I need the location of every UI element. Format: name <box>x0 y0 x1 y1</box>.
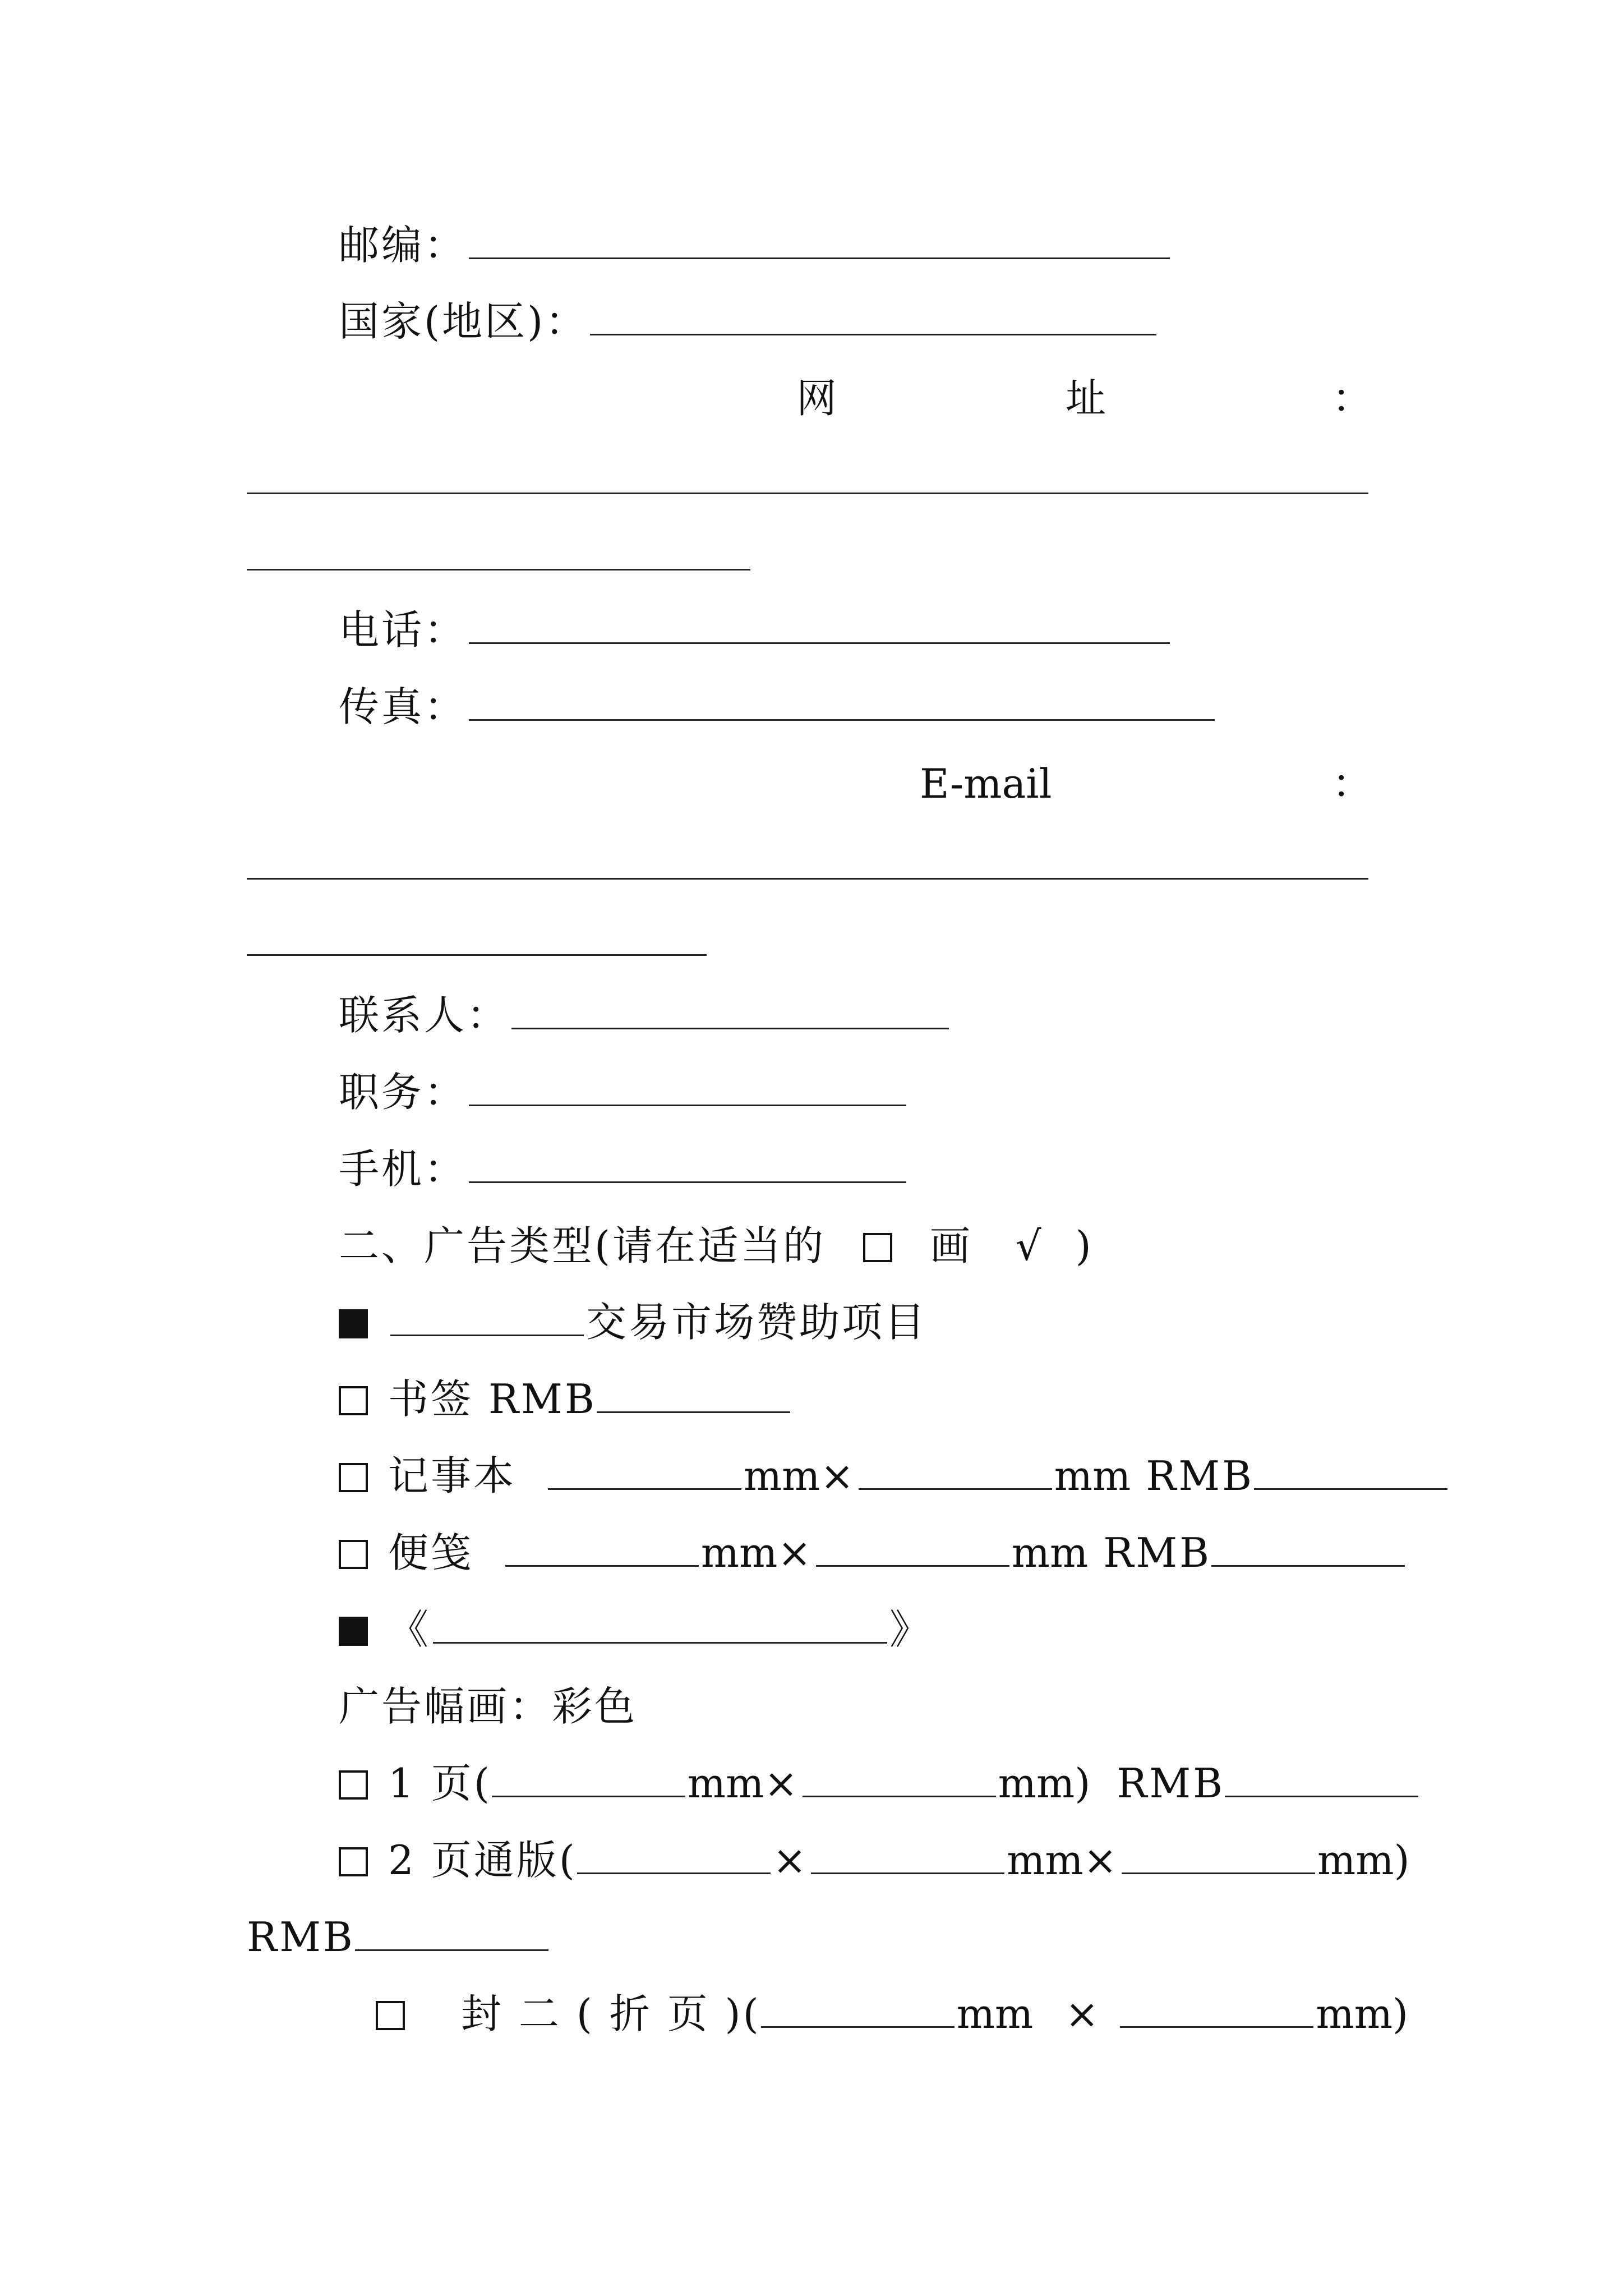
notebook-rmb-label: RMB <box>1146 1452 1255 1499</box>
two-page-checkbox[interactable] <box>339 1847 368 1876</box>
section2-empty-box-icon <box>863 1233 892 1262</box>
mobile-row <box>339 1138 909 1200</box>
bookmark-price-field[interactable] <box>597 1373 790 1413</box>
one-page-rmb-label: RMB <box>1117 1760 1225 1807</box>
notepaper-label: 便笺 <box>388 1529 474 1576</box>
postcode-row <box>339 214 1172 276</box>
notebook-height-field[interactable] <box>859 1450 1052 1490</box>
section2-close-paren: ) <box>1075 1222 1094 1269</box>
contact-label: 联系人： <box>339 992 510 1039</box>
fax-field[interactable] <box>469 681 1215 721</box>
notebook-width-field[interactable] <box>548 1450 741 1490</box>
postcode-field[interactable] <box>469 219 1170 259</box>
postcode-label: 邮编： <box>339 222 467 269</box>
notepaper-height-unit: mm <box>1011 1529 1089 1576</box>
one-page-width-field[interactable] <box>492 1757 685 1797</box>
ad-size-heading <box>339 1676 637 1737</box>
mobile-field[interactable] <box>469 1143 906 1183</box>
two-page-label: 2 页通版( <box>388 1837 577 1884</box>
one-page-times-icon: × <box>764 1760 800 1807</box>
publication-checkbox[interactable] <box>339 1617 368 1646</box>
cover2-row <box>376 1983 1408 2045</box>
phone-field[interactable] <box>469 604 1170 644</box>
section2-title: 二、广告类型(请在适当的 <box>339 1222 826 1269</box>
notebook-width-unit: mm <box>743 1452 820 1499</box>
fax-row <box>339 676 1217 738</box>
two-page-times-icon-2: × <box>1083 1837 1119 1884</box>
position-label: 职务： <box>339 1069 467 1116</box>
two-page-unit: mm <box>1007 1837 1083 1884</box>
cover2-width-unit: mm <box>956 1990 1034 2037</box>
country-label: 国家(地区)： <box>339 298 588 345</box>
email-field-line2[interactable] <box>247 954 707 956</box>
phone-row <box>339 599 1172 661</box>
email-field-line1[interactable] <box>247 878 1368 880</box>
contact-row <box>339 984 951 1046</box>
two-page-close: mm) <box>1317 1837 1410 1884</box>
website-field-line1[interactable] <box>247 493 1368 494</box>
one-page-checkbox[interactable] <box>339 1770 368 1800</box>
section2-heading <box>339 1215 1094 1277</box>
website-label-char1: 网 <box>796 375 837 422</box>
website-field-line2[interactable] <box>247 569 750 570</box>
cover2-checkbox[interactable] <box>376 2001 405 2030</box>
website-label-char2: 址 <box>1066 375 1106 422</box>
mobile-label: 手机： <box>339 1145 467 1193</box>
section2-mark-word: 画 <box>929 1222 972 1269</box>
sponsor-field[interactable] <box>390 1296 584 1336</box>
two-page-row <box>339 1829 1410 1891</box>
contact-field[interactable] <box>511 990 949 1029</box>
notepaper-rmb-label: RMB <box>1103 1529 1212 1576</box>
bookmark-row <box>339 1368 792 1430</box>
one-page-row <box>339 1752 1421 1814</box>
sponsor-row <box>339 1291 927 1353</box>
cover2-height-field[interactable] <box>1120 1988 1313 2028</box>
sponsor-checkbox[interactable] <box>339 1309 368 1338</box>
two-page-times-icon-1: × <box>772 1837 809 1884</box>
one-page-height-field[interactable] <box>803 1757 996 1797</box>
email-label-row <box>791 753 1373 815</box>
website-label-row <box>791 367 1373 429</box>
notebook-label: 记事本 <box>388 1452 517 1499</box>
two-page-field-3[interactable] <box>1122 1834 1315 1874</box>
fax-label: 传真： <box>339 683 467 730</box>
one-page-label: 1 页( <box>388 1760 492 1807</box>
publication-row <box>339 1599 932 1660</box>
one-page-price-field[interactable] <box>1225 1757 1418 1797</box>
two-page-field-1[interactable] <box>577 1834 771 1874</box>
cover2-width-field[interactable] <box>761 1988 955 2028</box>
notepaper-row <box>339 1522 1407 1584</box>
position-field[interactable] <box>469 1066 906 1106</box>
country-row <box>339 291 1159 352</box>
email-label: E-mail <box>920 760 1052 807</box>
publication-name-field[interactable] <box>433 1604 887 1644</box>
book-open-mark: 《 <box>388 1606 431 1653</box>
country-field[interactable] <box>590 296 1156 335</box>
notebook-checkbox[interactable] <box>339 1463 368 1492</box>
notebook-times-icon: × <box>820 1452 856 1499</box>
notebook-price-field[interactable] <box>1254 1450 1447 1490</box>
notepaper-height-field[interactable] <box>816 1527 1009 1567</box>
book-close-mark: 》 <box>889 1606 933 1653</box>
cover2-close: mm) <box>1316 1990 1409 2037</box>
sponsor-label: 交易市场赞助项目 <box>586 1299 928 1346</box>
two-page-rmb-label: RMB <box>247 1913 355 1961</box>
notepaper-price-field[interactable] <box>1211 1527 1405 1567</box>
website-label-colon: ： <box>1332 375 1373 422</box>
notepaper-width-unit: mm <box>700 1529 778 1576</box>
cover2-label: 封 二 ( 折 页 )( <box>461 1990 761 2037</box>
position-row <box>339 1061 909 1123</box>
two-page-field-2[interactable] <box>811 1834 1004 1874</box>
bookmark-checkbox[interactable] <box>339 1386 368 1415</box>
notepaper-times-icon: × <box>777 1529 814 1576</box>
phone-label: 电话： <box>339 606 467 654</box>
bookmark-label: 书签 RMB <box>388 1375 597 1423</box>
one-page-close: mm) <box>998 1760 1091 1807</box>
email-label-colon: ： <box>1332 760 1373 807</box>
two-page-price-field[interactable] <box>355 1911 548 1951</box>
cover2-times-icon: × <box>1065 1990 1101 2037</box>
checkmark-icon: √ <box>1015 1222 1044 1269</box>
notebook-row <box>339 1445 1450 1507</box>
two-page-price-row <box>247 1906 551 1968</box>
notebook-height-unit: mm <box>1054 1452 1131 1499</box>
notepaper-checkbox[interactable] <box>339 1540 368 1569</box>
one-page-width-unit: mm <box>687 1760 764 1807</box>
notepaper-width-field[interactable] <box>505 1527 699 1567</box>
ad-size-label: 广告幅画：彩色 <box>339 1683 638 1730</box>
